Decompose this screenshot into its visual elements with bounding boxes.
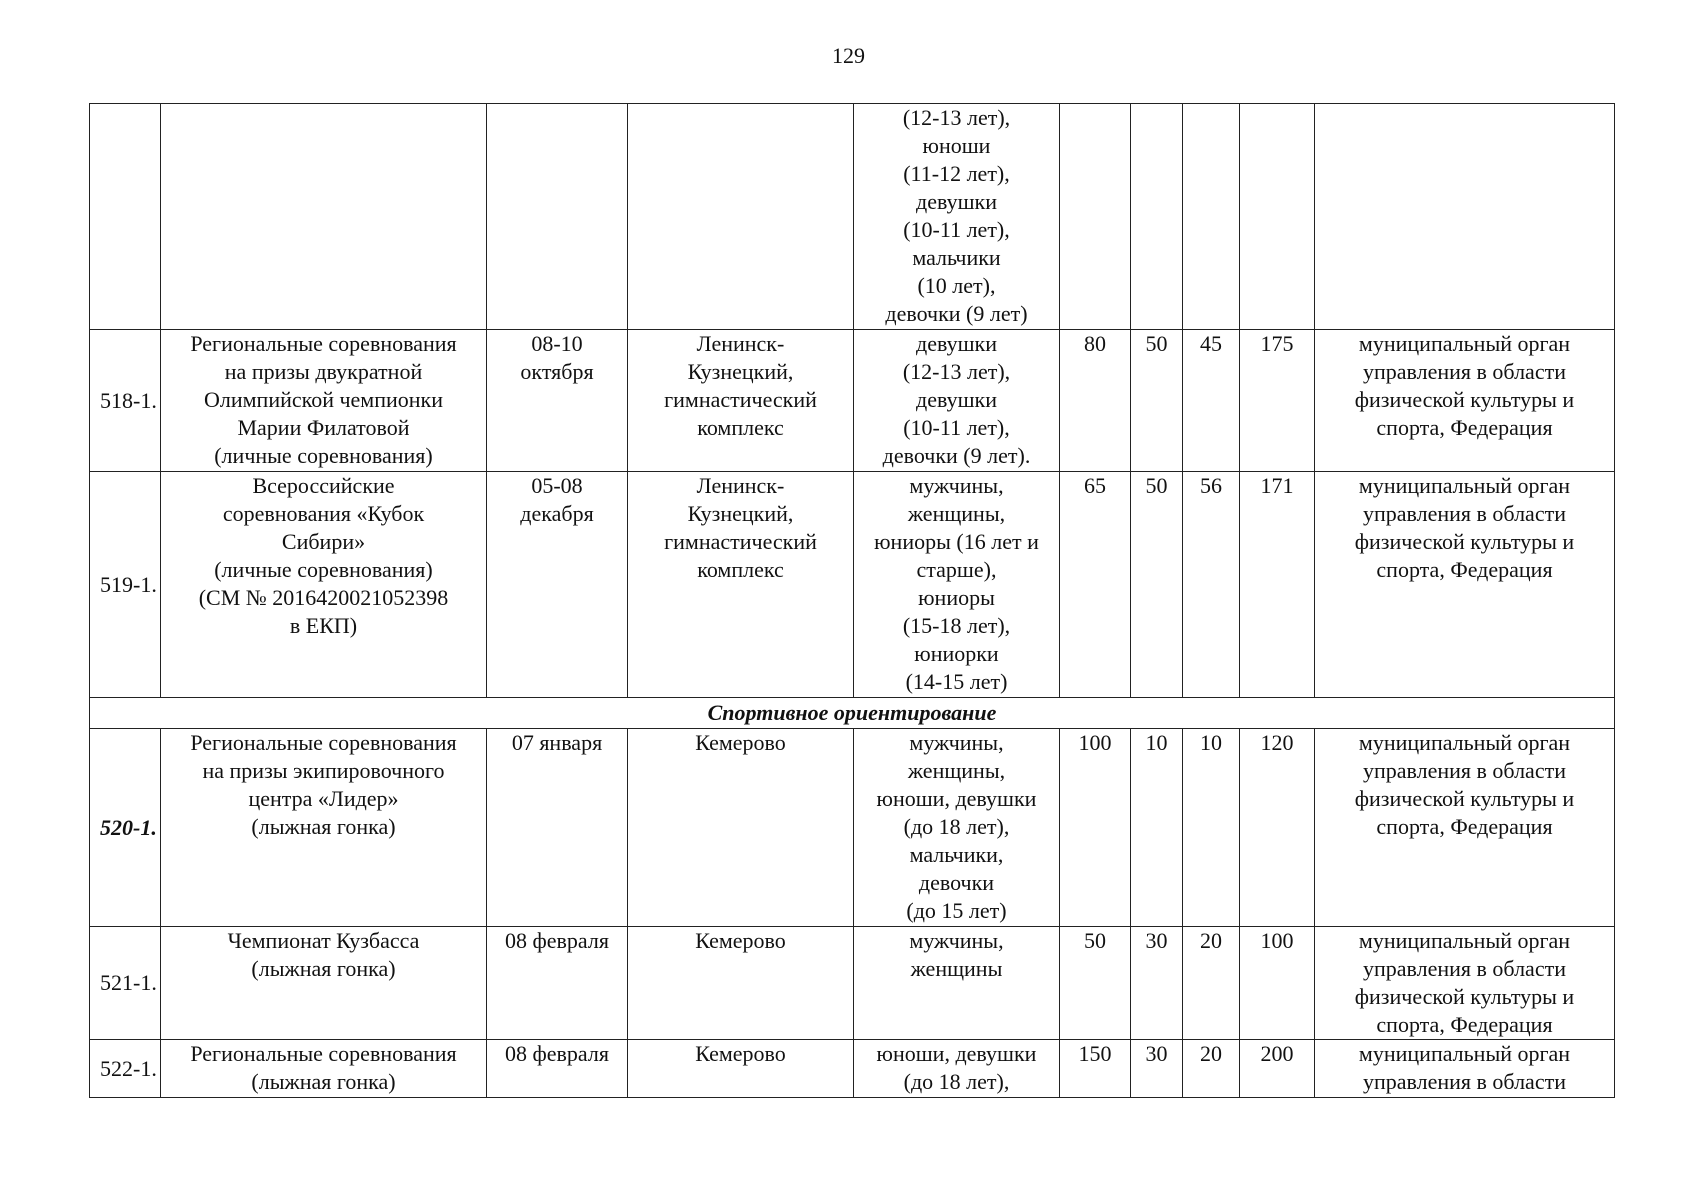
event-dates: 05-08 декабря [487,472,628,698]
count-1: 50 [1060,927,1131,1040]
count-3: 56 [1183,472,1240,698]
row-number: 521-1. [90,927,161,1040]
section-row [90,698,1615,729]
event-participants: юноши, девушки (до 18 лет), [854,1040,1060,1098]
count-total: 175 [1240,330,1315,472]
section-title: Спортивное ориентирование [90,698,1615,729]
event-place: Ленинск- Кузнецкий, гимнастический комплекс [628,330,854,472]
event-participants: мужчины, женщины, юниоры (16 лет и старше), юниоры (15-18 лет), юниорки (14-15 лет) [854,472,1060,698]
table-row [90,104,1615,330]
count-2: 10 [1131,729,1183,927]
count-2: 30 [1131,927,1183,1040]
event-name [161,104,487,330]
event-place: Кемерово [628,729,854,927]
table-row [90,927,1615,1040]
row-number: 522-1. [90,1040,161,1098]
table-row [90,729,1615,927]
count-2 [1131,104,1183,330]
event-place: Кемерово [628,1040,854,1098]
event-participants: мужчины, женщины, юноши, девушки (до 18 лет), мальчики, девочки (до 15 лет) [854,729,1060,927]
count-1: 80 [1060,330,1131,472]
event-organizer: муниципальный орган управления в области [1315,1040,1615,1098]
event-name: Всероссийские соревнования «Кубок Сибири» (личные соревнования) (СМ № 2016420021052398 в ЕКП) [161,472,487,698]
event-participants: девушки (12-13 лет), девушки (10-11 лет), девочки (9 лет). [854,330,1060,472]
row-number: 518-1. [90,330,161,472]
table-row [90,1040,1615,1098]
event-participants: мужчины, женщины [854,927,1060,1040]
event-place: Кемерово [628,927,854,1040]
count-3: 45 [1183,330,1240,472]
count-3 [1183,104,1240,330]
event-dates: 08 февраля [487,927,628,1040]
count-2: 50 [1131,472,1183,698]
count-total [1240,104,1315,330]
count-3: 10 [1183,729,1240,927]
count-total: 171 [1240,472,1315,698]
event-dates: 08 февраля [487,1040,628,1098]
event-participants: (12-13 лет), юноши (11-12 лет), девушки (10-11 лет), мальчики (10 лет), девочки (9 лет) [854,104,1060,330]
event-organizer: муниципальный орган управления в области физической культуры и спорта, Федерация [1315,729,1615,927]
page-number: 129 [832,43,865,68]
count-1: 100 [1060,729,1131,927]
event-organizer [1315,104,1615,330]
count-total: 200 [1240,1040,1315,1098]
count-2: 50 [1131,330,1183,472]
event-dates: 08-10 октября [487,330,628,472]
table-row [90,330,1615,472]
count-1 [1060,104,1131,330]
row-number: 520-1. [90,729,161,927]
count-total: 120 [1240,729,1315,927]
event-name: Региональные соревнования (лыжная гонка) [161,1040,487,1098]
count-3: 20 [1183,927,1240,1040]
event-organizer: муниципальный орган управления в области физической культуры и спорта, Федерация [1315,472,1615,698]
event-organizer: муниципальный орган управления в области физической культуры и спорта, Федерация [1315,330,1615,472]
count-1: 65 [1060,472,1131,698]
event-name: Чемпионат Кузбасса (лыжная гонка) [161,927,487,1040]
count-2: 30 [1131,1040,1183,1098]
count-1: 150 [1060,1040,1131,1098]
event-name: Региональные соревнования на призы двукратной Олимпийской чемпионки Марии Филатовой (личные соревнования) [161,330,487,472]
event-dates [487,104,628,330]
event-name: Региональные соревнования на призы экипировочного центра «Лидер» (лыжная гонка) [161,729,487,927]
count-3: 20 [1183,1040,1240,1098]
event-dates: 07 января [487,729,628,927]
event-place [628,104,854,330]
count-total: 100 [1240,927,1315,1040]
table-row [90,472,1615,698]
event-organizer: муниципальный орган управления в области физической культуры и спорта, Федерация [1315,927,1615,1040]
row-number [90,104,161,330]
events-table [89,103,1615,1098]
row-number: 519-1. [90,472,161,698]
event-place: Ленинск- Кузнецкий, гимнастический комплекс [628,472,854,698]
